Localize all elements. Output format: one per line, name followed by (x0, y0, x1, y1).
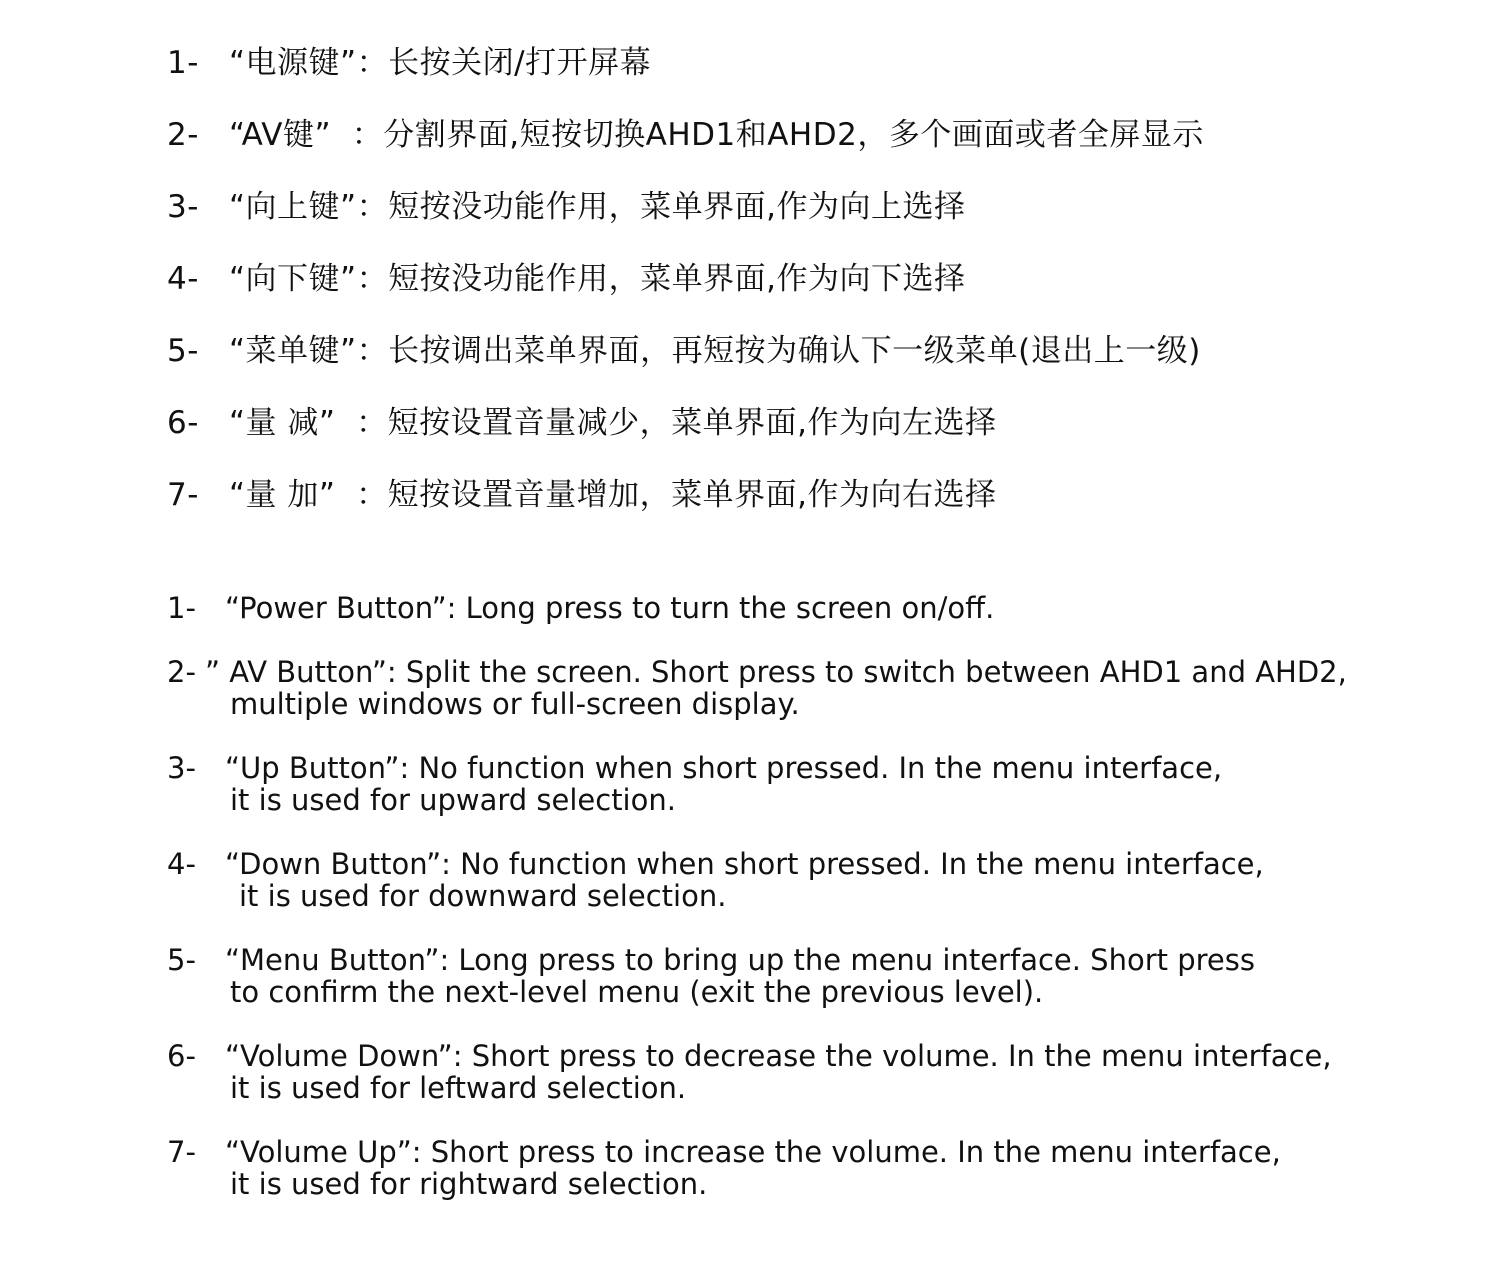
item-number: 5- (167, 943, 196, 977)
zh-item-menu (167, 331, 1201, 371)
en-item-av (167, 656, 1347, 720)
item-text-line2: multiple windows or full-screen display. (230, 687, 800, 721)
item-text-line2: it is used for rightward selection. (230, 1167, 708, 1201)
zh-item-up (167, 187, 965, 227)
item-text-line2: to confirm the next-level menu (exit the previous level). (230, 975, 1044, 1009)
item-text-line1: “Power Button”: Long press to turn the screen on/off. (225, 591, 995, 625)
item-text: “量 减” ：短按设置音量减少，菜单界面,作为向左选择 (229, 405, 997, 441)
item-text-line1: “Volume Up”: Short press to increase the volume. In the menu interface, (225, 1135, 1281, 1169)
item-text-line1: “Down Button”: No function when short pressed. In the menu interface, (225, 847, 1264, 881)
item-text: “菜单键”：长按调出菜单界面，再短按为确认下一级菜单(退出上一级) (229, 333, 1201, 369)
item-number: 2- (167, 655, 196, 689)
item-number: 2- (167, 117, 199, 153)
item-text-line2: it is used for upward selection. (230, 783, 676, 817)
en-item-power (167, 592, 994, 624)
item-number: 4- (167, 261, 199, 297)
item-number: 6- (167, 405, 199, 441)
item-text-line1: ” AV Button”: Split the screen. Short press to switch between AHD1 and AHD2, (205, 655, 1347, 689)
item-number: 7- (167, 1135, 196, 1169)
zh-item-down (167, 259, 965, 299)
item-text: “向上键”：短按没功能作用，菜单界面,作为向上选择 (229, 189, 966, 225)
item-number: 7- (167, 477, 199, 513)
en-item-menu (167, 944, 1255, 1008)
item-number: 3- (167, 189, 199, 225)
en-item-volume-down (167, 1040, 1332, 1104)
item-text-line1: “Volume Down”: Short press to decrease the volume. In the menu interface, (225, 1039, 1332, 1073)
zh-item-volume-down (167, 403, 997, 443)
item-number: 1- (167, 45, 199, 81)
item-text: “向下键”：短按没功能作用，菜单界面,作为向下选择 (229, 261, 966, 297)
zh-item-power (167, 43, 651, 83)
en-item-down (167, 848, 1264, 912)
item-number: 4- (167, 847, 196, 881)
item-text: “量 加” ：短按设置音量增加，菜单界面,作为向右选择 (229, 477, 997, 513)
item-text-line2: it is used for leftward selection. (230, 1071, 687, 1105)
en-item-volume-up (167, 1136, 1281, 1200)
en-item-up (167, 752, 1222, 816)
zh-item-av (167, 115, 1204, 155)
item-number: 6- (167, 1039, 196, 1073)
item-number: 5- (167, 333, 199, 369)
item-text: “AV键” ：分割界面,短按切换AHD1和AHD2，多个画面或者全屏显示 (229, 117, 1204, 153)
item-number: 1- (167, 591, 196, 625)
item-text-line2: it is used for downward selection. (239, 879, 727, 913)
item-number: 3- (167, 751, 196, 785)
zh-item-volume-up (167, 475, 997, 515)
item-text: “电源键”：长按关闭/打开屏幕 (229, 45, 652, 81)
item-text-line1: “Up Button”: No function when short pressed. In the menu interface, (225, 751, 1223, 785)
item-text-line1: “Menu Button”: Long press to bring up the menu interface. Short press (225, 943, 1255, 977)
